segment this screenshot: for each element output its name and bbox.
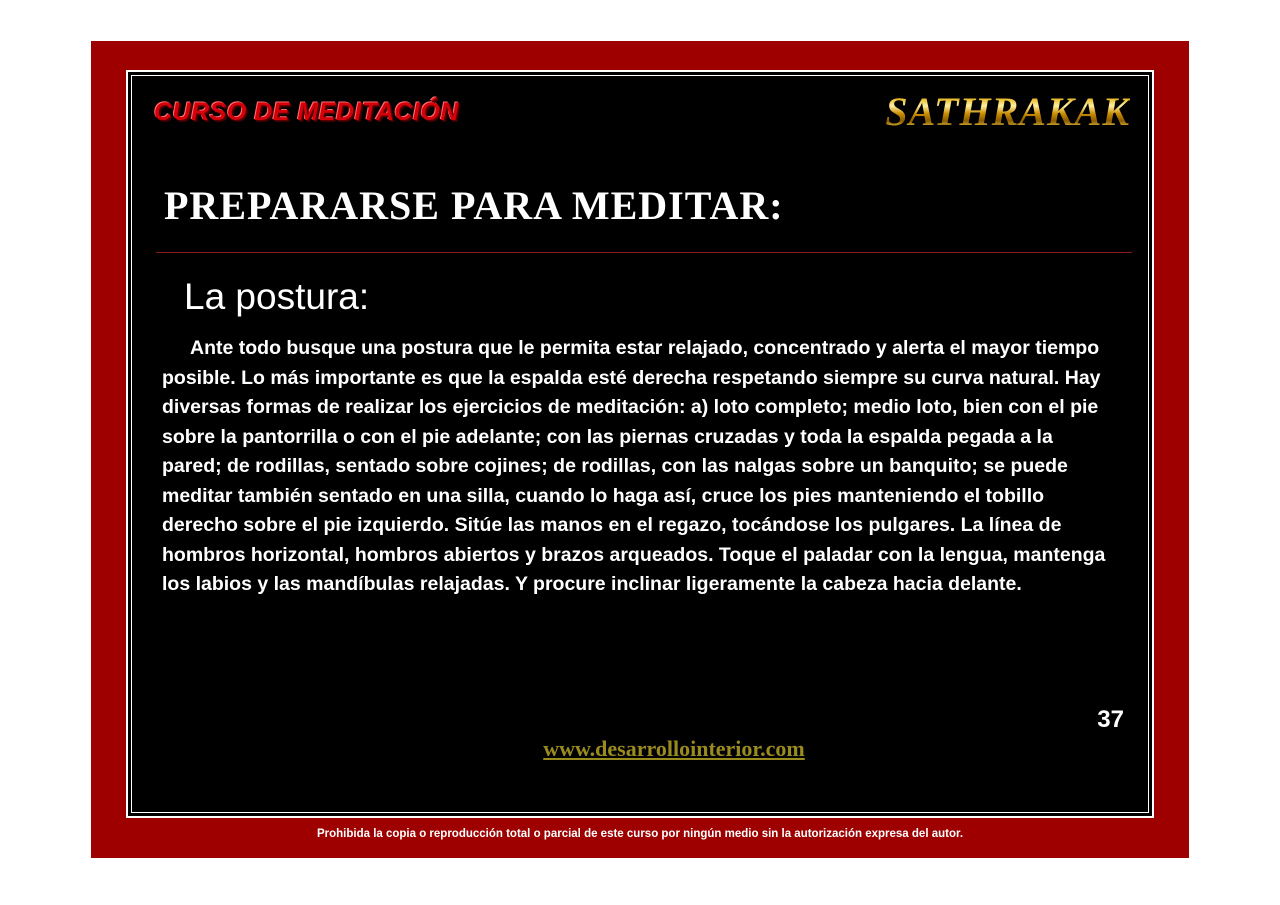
slide-frame (91, 41, 1189, 858)
slide-border-inner (131, 75, 1149, 813)
copyright-notice: Prohibida la copia o reproducción total o parcial de este curso por ningún medio sin la autorización expresa del autor. (316, 828, 964, 840)
section-subtitle: La postura: (184, 276, 370, 317)
course-label: CURSO DE MEDITACIÓN (154, 98, 459, 126)
body-paragraph: Ante todo busque una postura que le permita estar relajado, concentrado y alerta el mayor tiempo posible. Lo más importante es que la espalda esté derecha respetando siempre su curva natural. Hay diversas formas de realizar los ejercicios de meditación: a) loto completo; medio loto, bien con el pie sobre la pantorrilla o con el pie adelante; con las piernas cruzadas y toda la espalda pegada a la pared; de rodillas, sentado sobre cojines; de rodillas, con las nalgas sobre un banquito; se puede meditar también sentado en una silla, cuando lo haga así, cruce los pies manteniendo el tobillo derecho sobre el pie izquierdo. Sitúe las manos en el regazo, tocándose los pulgares. La línea de hombros horizontal, hombros abiertos y brazos arqueados. Toque el paladar con la lengua, mantenga los labios y las mandíbulas relajadas. Y procure inclinar ligeramente la cabeza hacia delante. (162, 337, 1106, 595)
title-divider (156, 252, 1132, 253)
slide-border-outer (126, 70, 1154, 818)
page-title: PREPARARSE PARA MEDITAR: (164, 183, 784, 228)
page-number: 37 (1097, 706, 1124, 733)
website-link[interactable]: www.desarrollointerior.com (543, 736, 805, 761)
brand-logo: SATHRAKAK (885, 89, 1130, 134)
slide-content (132, 76, 1148, 812)
